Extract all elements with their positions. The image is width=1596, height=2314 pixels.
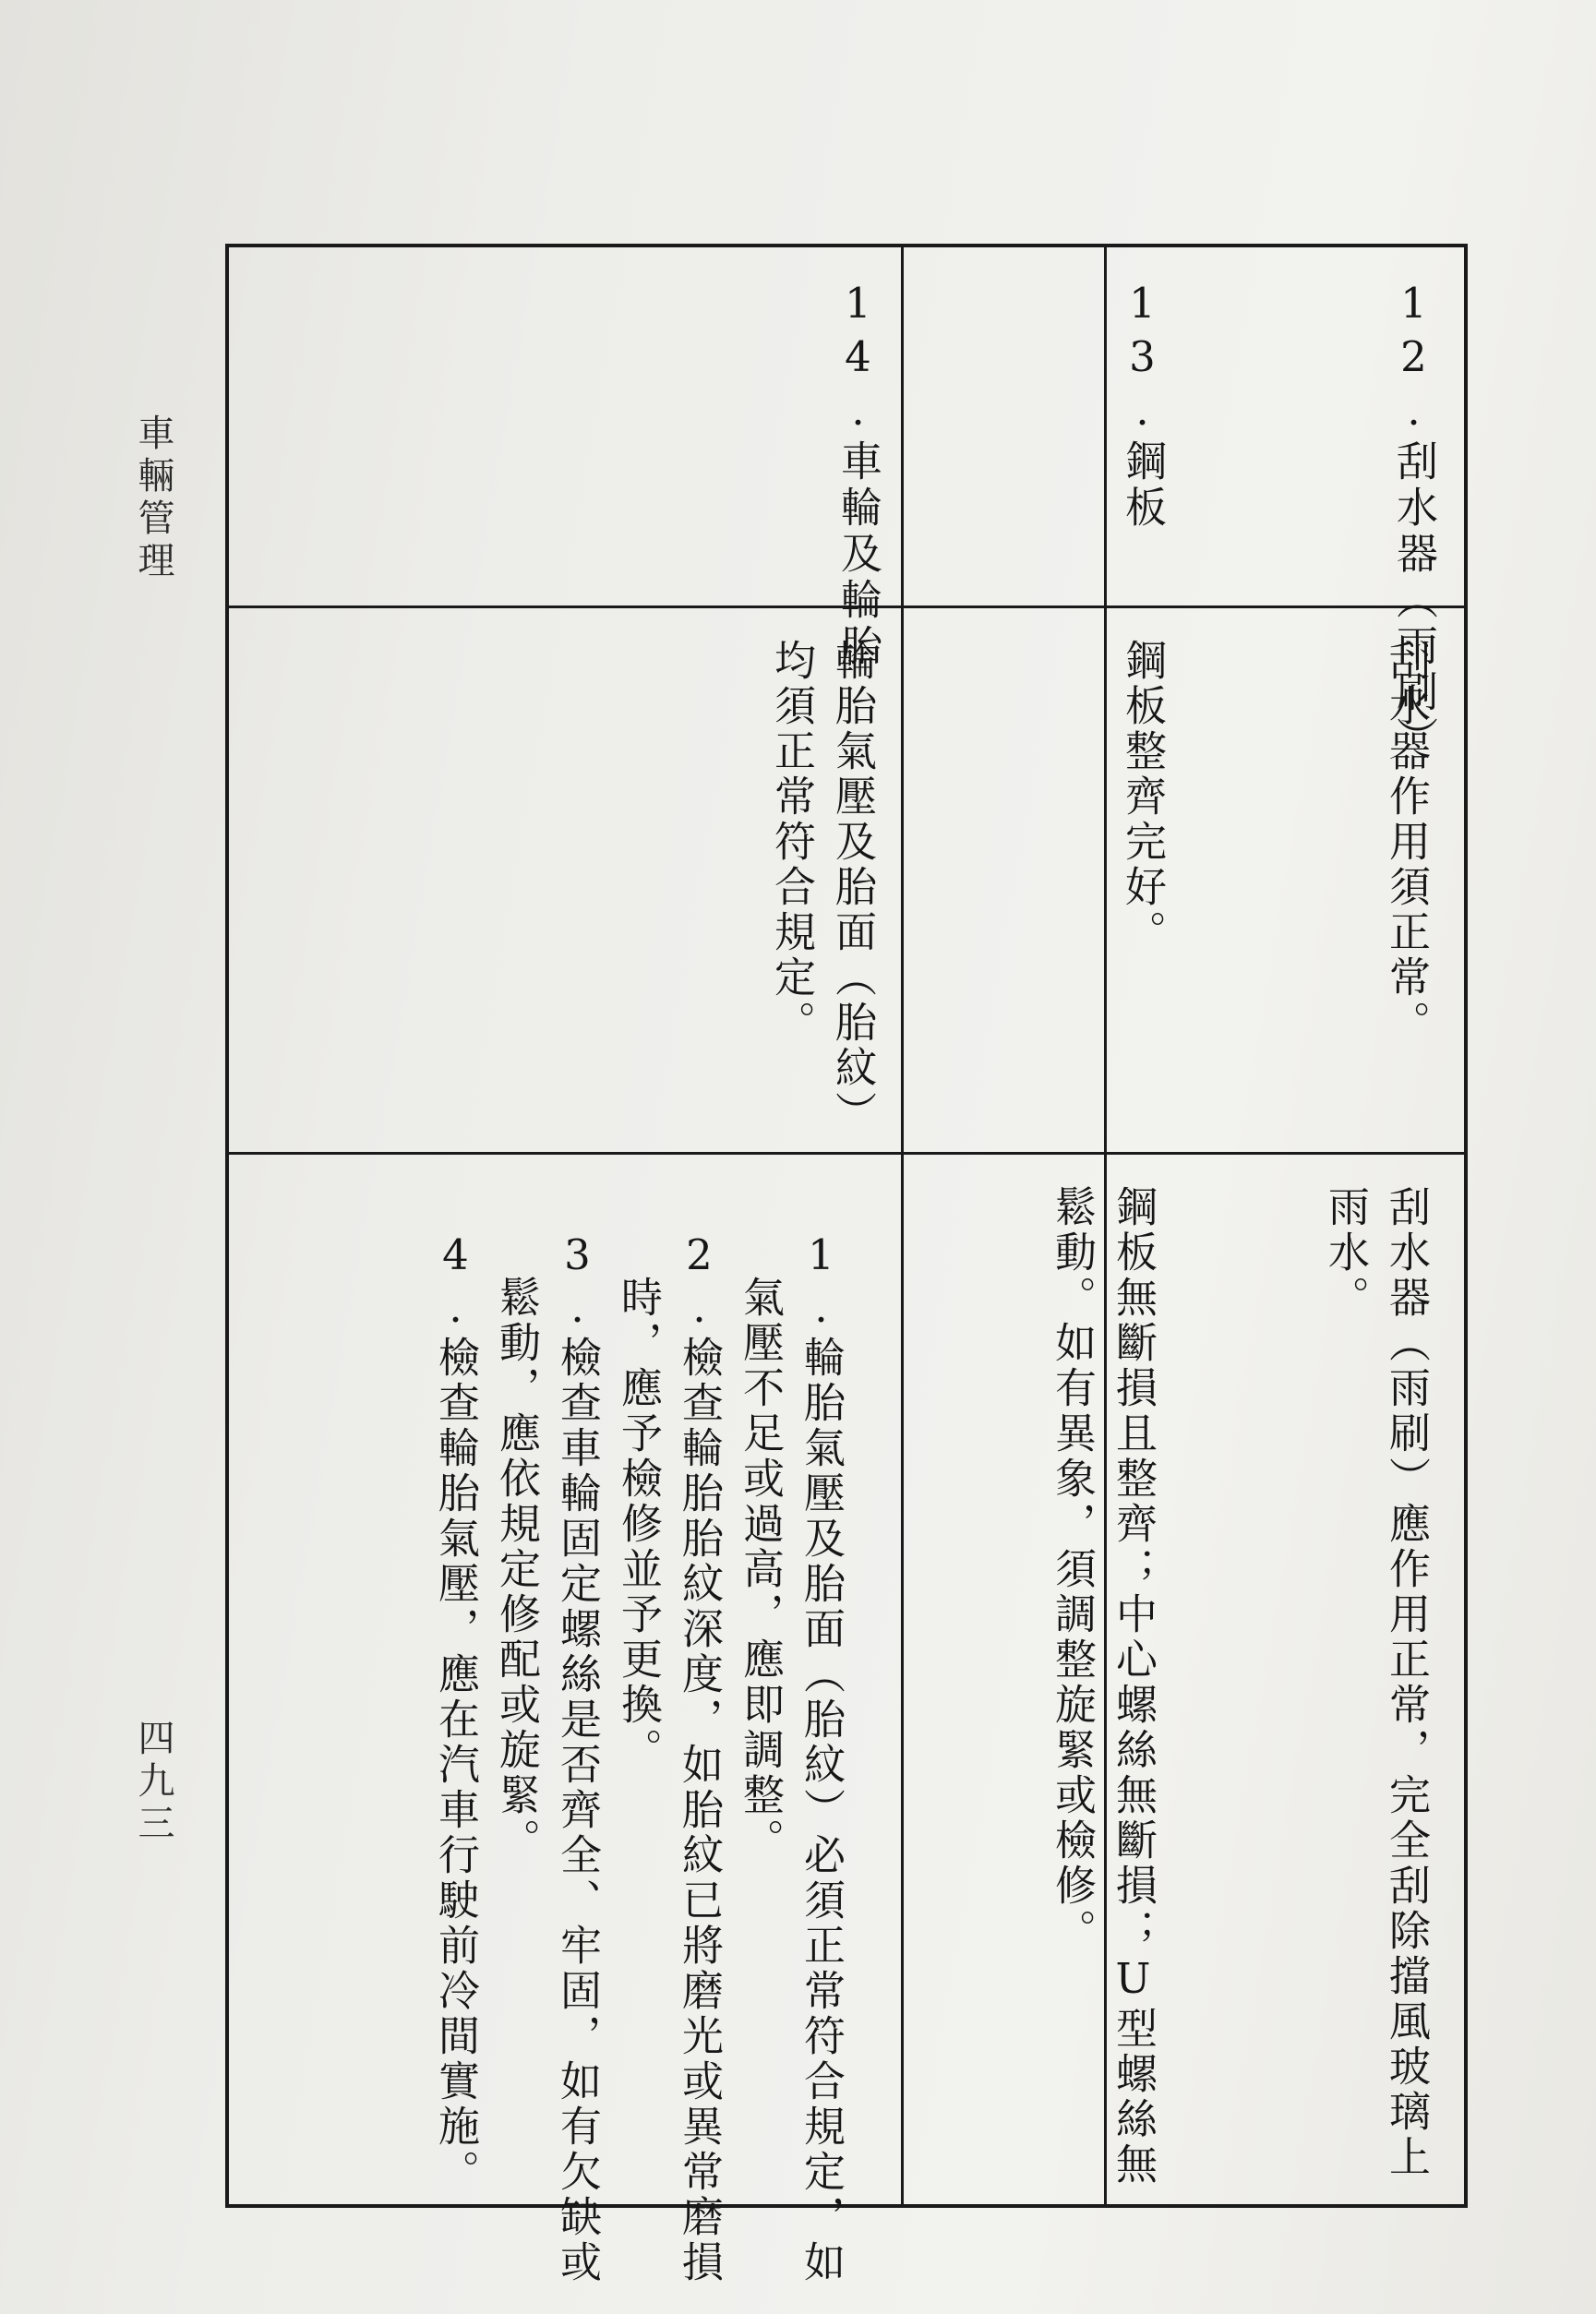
item-14-title: 14.車輪及輪胎 [834,279,882,670]
item-12-method: 刮水器（雨刷）應作用正常，完全刮除擋風玻璃上 雨水。 [1321,1185,1431,2180]
item-13-standard: 鋼板整齊完好。 [1118,639,1167,955]
item-13-title: 13.鋼板 [1118,279,1167,532]
item-12-title: 12.刮水器（雨刷） [1389,279,1438,762]
running-header: 車輛管理 [132,414,174,583]
item-13-method: 鋼板無斷損且整齊；中心螺絲無斷損；U型螺絲無 鬆動。如有異象，須調整旋緊或檢修。 [1048,1185,1158,2188]
page-number: 四九三 [132,1719,174,1846]
item-14-standard: 輪胎氣壓及胎面（胎紋） 均須正常符合規定。 [767,639,877,1136]
row-rule [901,247,904,2204]
column-rule [229,1152,1464,1155]
inspection-table [225,244,1468,2285]
item-12-standard: 刮水器作用須正常。 [1382,639,1431,1046]
item-14-method: 1.輪胎氣壓及胎面（胎紋）必須正常符合規定，如 氣壓不足或過高，應即調整。 2.檢查輪胎胎紋深度，如胎紋已將磨光或異常磨損 時，應予檢修並予更換。 3.檢查車輪固定螺絲是否齊全、牢固，如有欠缺或 鬆動，應依規定修配或旋緊。 4.檢查輪胎氣壓，應在汽車行駛前冷間實施。 [431,1230,846,2285]
